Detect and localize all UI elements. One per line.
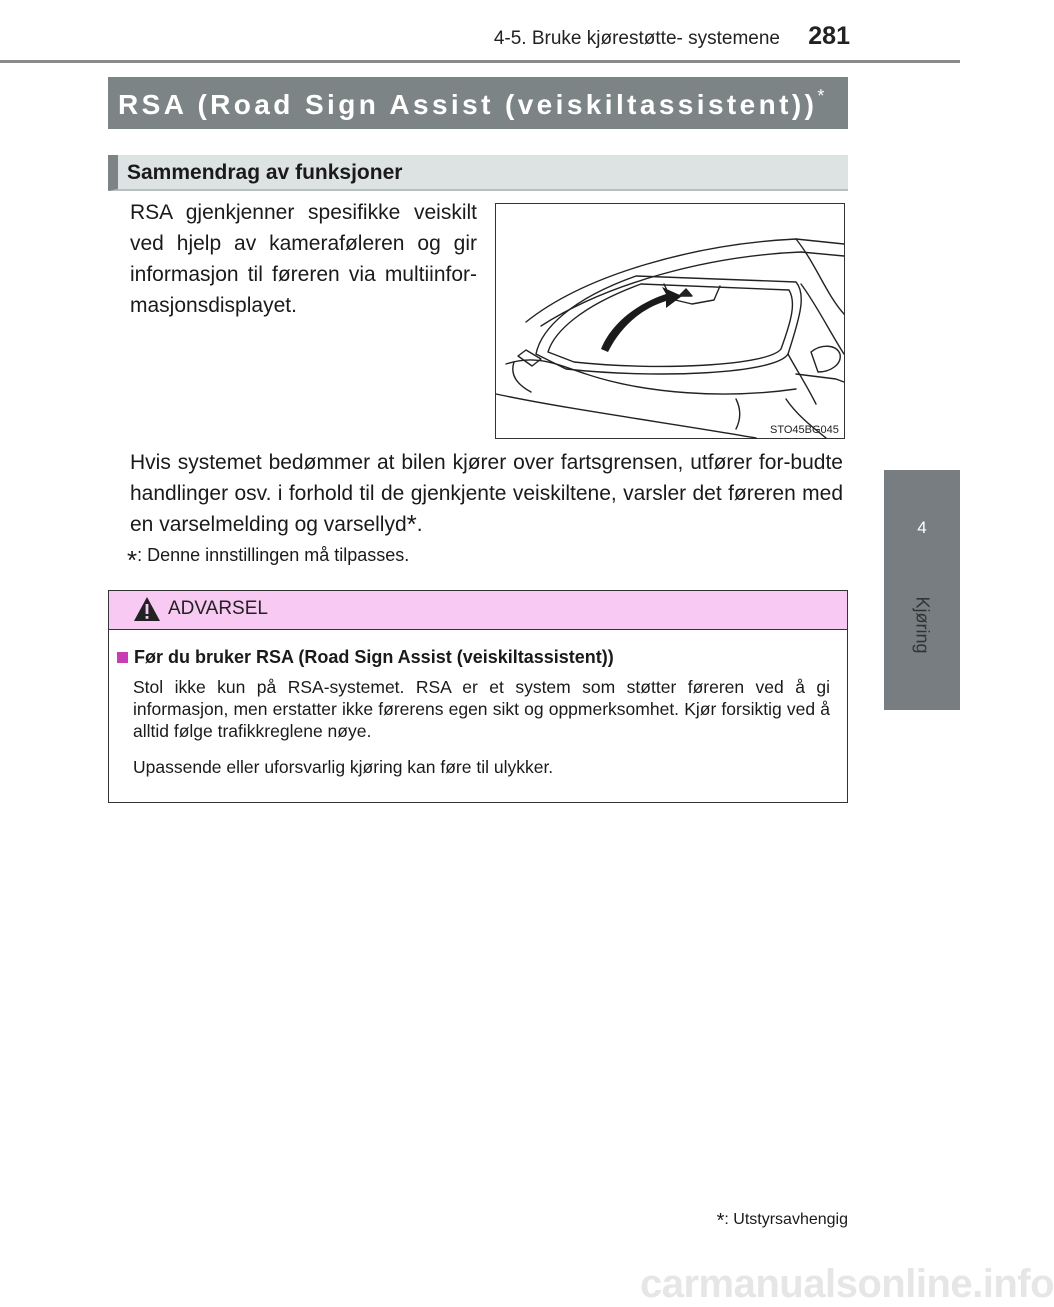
header-divider — [0, 60, 960, 63]
customization-note — [127, 545, 409, 576]
section-title — [118, 86, 824, 121]
intro-paragraph: RSA gjenkjenner spesifikke veiskilt ved hjelp av kameraføleren og gir informasjon til føreren via multiinfor-masjonsdisplayet. — [130, 201, 477, 317]
figure-code: STO45BG045 — [770, 424, 839, 436]
watermark-text: carmanualsonline.info — [640, 1262, 1054, 1306]
pointer-arrow — [601, 287, 682, 352]
watermark — [640, 1262, 1054, 1307]
section-title-text: RSA (Road Sign Assist (veiskiltassistent)) — [118, 89, 818, 120]
warning-subtitle: Før du bruker RSA (Road Sign Assist (veiskiltassistent)) — [134, 647, 614, 667]
windshield-illustration — [495, 203, 845, 439]
footnote-text: : Utstyrsavhengig — [724, 1211, 848, 1228]
chapter-label — [884, 580, 960, 670]
footnote-marker: * — [716, 1210, 725, 1232]
page-number: 281 — [808, 22, 850, 50]
body-paragraph — [130, 447, 843, 540]
square-bullet-icon — [117, 652, 128, 663]
warning-text-2: Upassende eller uforsvarlig kjøring kan føre til ulykker. — [133, 757, 554, 777]
note-text: : Denne innstillingen må tilpasses. — [137, 545, 410, 565]
section-title-marker: * — [817, 86, 825, 106]
windshield-drawing — [496, 204, 844, 438]
chapter-number: 4 — [917, 518, 927, 537]
body-paragraph-marker: * — [406, 509, 417, 539]
body-paragraph-text: Hvis systemet bedømmer at bilen kjører over fartsgrensen, utfører for-budte handlinger osv. i forhold til de gjenkjente veiskiltene, varsler det føreren med en varselmelding og varsellyd — [130, 451, 843, 536]
body-paragraph-end: . — [416, 513, 423, 536]
running-header: 4-5. Bruke kjørestøtte- systemene — [493, 28, 780, 49]
note-marker: * — [127, 545, 138, 575]
chapter-label-text: Kjøring — [912, 596, 933, 654]
warning-label: ADVARSEL — [168, 598, 268, 619]
warning-triangle-icon — [133, 596, 161, 622]
equipment-footnote — [660, 1210, 848, 1233]
warning-text: Stol ikke kun på RSA-systemet. RSA er et system som støtter føreren ved å gi informasjon, men erstatter ikke førerens egen sikt og oppmerksomhet. Kjør forsiktig ved å alltid følge trafikkreglene nøye. — [133, 677, 830, 741]
subsection-title: Sammendrag av funksjoner — [127, 161, 403, 184]
